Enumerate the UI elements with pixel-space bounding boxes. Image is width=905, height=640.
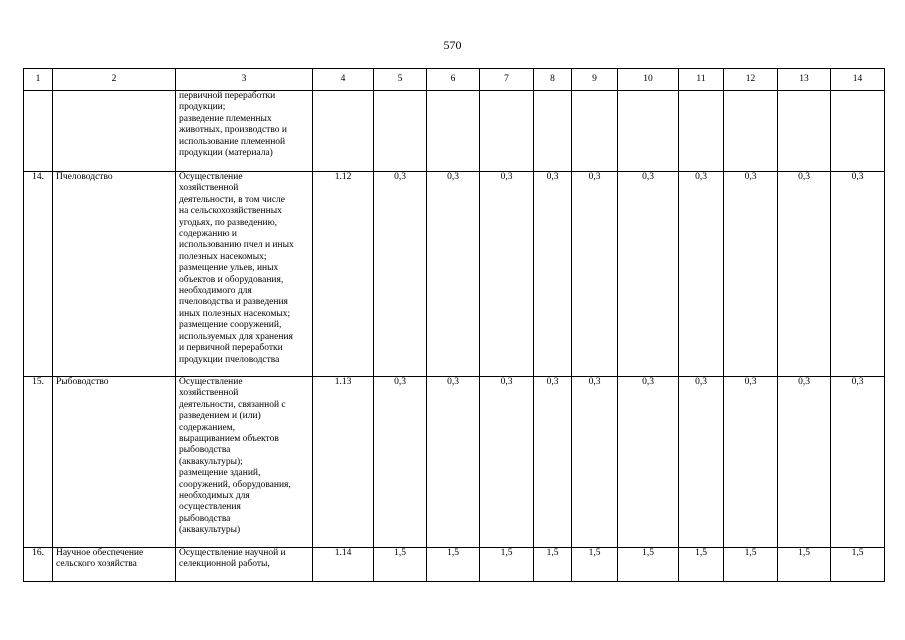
column-header: 12 bbox=[724, 69, 778, 91]
value-cell: 0,3 bbox=[374, 172, 427, 377]
value-cell: 0,3 bbox=[534, 172, 572, 377]
land-use-name: Пчеловодство bbox=[53, 172, 176, 377]
column-header: 1 bbox=[24, 69, 53, 91]
value-cell: 1,5 bbox=[427, 548, 480, 582]
land-use-name bbox=[53, 91, 176, 172]
value-cell: 1,5 bbox=[724, 548, 778, 582]
land-use-code: 1.12 bbox=[313, 172, 374, 377]
column-header: 10 bbox=[618, 69, 679, 91]
value-cell: 0,3 bbox=[618, 377, 679, 548]
row-number: 16. bbox=[24, 548, 53, 582]
value-cell: 0,3 bbox=[572, 377, 618, 548]
column-header: 2 bbox=[53, 69, 176, 91]
value-cell: 0,3 bbox=[480, 172, 534, 377]
value-cell bbox=[572, 91, 618, 172]
land-use-description: Осуществление хозяйственной деятельности, связанной с разведением и (или) содержанием, выращиванием объектов рыбоводства (аквакультуры); размещение зданий, сооружений, оборудования, необходимых для осуществления рыбоводства (аквакультуры) bbox=[176, 377, 313, 548]
value-cell bbox=[480, 91, 534, 172]
header-row bbox=[24, 69, 885, 91]
value-cell: 0,3 bbox=[831, 172, 885, 377]
value-cell: 0,3 bbox=[374, 377, 427, 548]
value-cell: 0,3 bbox=[572, 172, 618, 377]
column-header: 5 bbox=[374, 69, 427, 91]
column-header: 4 bbox=[313, 69, 374, 91]
table-row bbox=[24, 172, 885, 377]
land-use-name: Научное обеспечение сельского хозяйства bbox=[53, 548, 176, 582]
land-use-description: Осуществление научной и селекционной работы, bbox=[176, 548, 313, 582]
value-cell bbox=[831, 91, 885, 172]
value-cell: 1,5 bbox=[572, 548, 618, 582]
land-use-code: 1.14 bbox=[313, 548, 374, 582]
value-cell bbox=[679, 91, 724, 172]
value-cell: 1,5 bbox=[831, 548, 885, 582]
value-cell bbox=[618, 91, 679, 172]
column-header: 9 bbox=[572, 69, 618, 91]
value-cell: 0,3 bbox=[778, 172, 831, 377]
column-header: 6 bbox=[427, 69, 480, 91]
column-header: 3 bbox=[176, 69, 313, 91]
value-cell bbox=[778, 91, 831, 172]
value-cell bbox=[374, 91, 427, 172]
value-cell: 1,5 bbox=[618, 548, 679, 582]
value-cell: 0,3 bbox=[679, 377, 724, 548]
land-use-code bbox=[313, 91, 374, 172]
page-number: 570 bbox=[443, 38, 462, 52]
row-number bbox=[24, 91, 53, 172]
value-cell bbox=[427, 91, 480, 172]
zoning-table bbox=[23, 68, 885, 582]
land-use-description: первичной переработки продукции; разведение племенных животных, производство и использование племенной продукции (материала) bbox=[176, 91, 313, 172]
value-cell: 0,3 bbox=[427, 172, 480, 377]
column-header: 7 bbox=[480, 69, 534, 91]
value-cell: 1,5 bbox=[374, 548, 427, 582]
value-cell bbox=[724, 91, 778, 172]
value-cell: 0,3 bbox=[480, 377, 534, 548]
row-number: 15. bbox=[24, 377, 53, 548]
land-use-code: 1.13 bbox=[313, 377, 374, 548]
table-row bbox=[24, 377, 885, 548]
row-number: 14. bbox=[24, 172, 53, 377]
value-cell: 0,3 bbox=[618, 172, 679, 377]
value-cell: 1,5 bbox=[534, 548, 572, 582]
column-header: 13 bbox=[778, 69, 831, 91]
table-row bbox=[24, 548, 885, 582]
table-row bbox=[24, 91, 885, 172]
land-use-description: Осуществление хозяйственной деятельности, в том числе на сельскохозяйственных угодьях, по разведению, содержанию и использованию пчел и иных полезных насекомых; размещение ульев, иных объектов и оборудования, необходимого для пчеловодства и разведения иных полезных насекомых; размещение сооружений, используемых для хранения и первичной переработки продукции пчеловодства bbox=[176, 172, 313, 377]
value-cell: 0,3 bbox=[427, 377, 480, 548]
value-cell: 0,3 bbox=[724, 172, 778, 377]
column-header: 14 bbox=[831, 69, 885, 91]
value-cell: 1,5 bbox=[480, 548, 534, 582]
value-cell: 1,5 bbox=[778, 548, 831, 582]
value-cell: 0,3 bbox=[831, 377, 885, 548]
value-cell: 0,3 bbox=[778, 377, 831, 548]
column-header: 8 bbox=[534, 69, 572, 91]
value-cell: 0,3 bbox=[724, 377, 778, 548]
column-header: 11 bbox=[679, 69, 724, 91]
value-cell: 1,5 bbox=[679, 548, 724, 582]
value-cell bbox=[534, 91, 572, 172]
value-cell: 0,3 bbox=[534, 377, 572, 548]
land-use-name: Рыбоводство bbox=[53, 377, 176, 548]
value-cell: 0,3 bbox=[679, 172, 724, 377]
